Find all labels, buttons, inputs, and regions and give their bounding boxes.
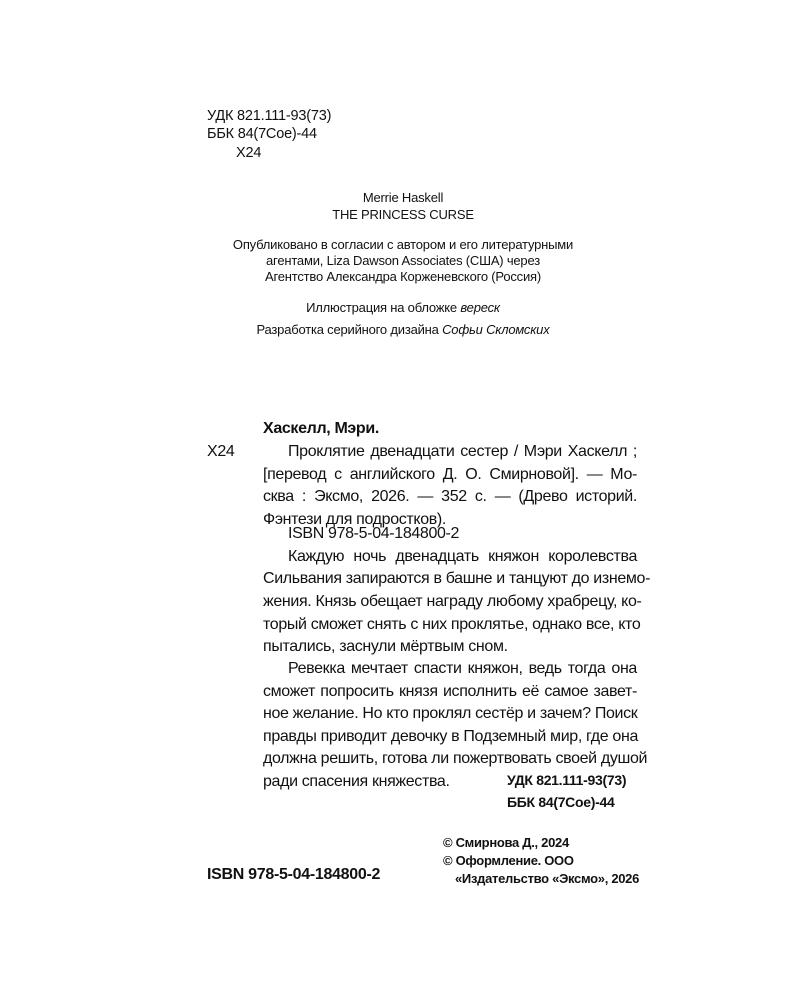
footer-bbk: ББК 84(7Сое)-44 [507, 794, 615, 810]
description-line: Проклятие двенадцати сестер / Мэри Хаскелл ; [288, 443, 637, 460]
annotation-line: Ревекка мечтает спасти княжон, ведь тогда она [288, 660, 637, 677]
copyright-line: © Смирнова Д., 2024 [443, 835, 569, 850]
credit-label: Иллюстрация на обложке [306, 300, 457, 315]
original-title: THE PRINCESS CURSE [332, 207, 474, 222]
footer-udk: УДК 821.111-93(73) [507, 772, 627, 788]
bbk-code: ББК 84(7Сое)-44 [207, 126, 317, 142]
rights-line: Опубликовано в согласии с автором и его литературными [232, 237, 574, 252]
description-line: сква : Эксмо, 2026. — 352 с. — (Древо историй. [263, 488, 637, 505]
credit-name: вереск [460, 300, 500, 315]
illustration-credit [0, 300, 800, 315]
copyright-line: «Издательство «Эксмо», 2026 [455, 871, 640, 886]
annotation-line: Каждую ночь двенадцать княжон королевства [288, 548, 637, 565]
annotation-line: торый сможет снять с них проклятье, однако все, кто [263, 616, 641, 633]
footer-isbn: ISBN 978-5-04-184800-2 [207, 866, 381, 883]
annotation-line: должна решить, готова ли пожертвовать своей душой [263, 750, 648, 767]
annotation-line: Сильвания запираются в башне и танцуют до изнемо- [263, 570, 651, 587]
author-mark-bib: Х24 [207, 443, 235, 460]
original-author: Merrie Haskell [362, 190, 444, 205]
copyright-line: © Оформление. ООО [443, 853, 574, 868]
udk-code: УДК 821.111-93(73) [207, 108, 332, 124]
annotation-line: ное желание. Но кто проклял сестёр и зачем? Поиск [263, 705, 638, 722]
isbn-bib: ISBN 978-5-04-184800-2 [288, 525, 460, 542]
rights-line: Агентство Александра Корженевского (Россия) [265, 269, 541, 284]
annotation-line: жения. Князь обещает награду любому храбрецу, ко- [263, 593, 642, 610]
author-heading: Хаскелл, Мэри. [263, 420, 379, 437]
credit-label: Разработка серийного дизайна [256, 322, 439, 337]
description-line: [перевод с английского Д. О. Смирновой]. — Мо- [263, 466, 637, 483]
description-line: Фэнтези для подростков). [263, 511, 446, 528]
annotation-line: пытались, заснули мёртвым сном. [263, 638, 508, 655]
design-credit [0, 322, 800, 337]
credit-name: Софьи Скломских [442, 322, 550, 337]
annotation-line: правды приводит девочку в Подземный мир, где она [263, 728, 638, 745]
rights-line: агентами, Liza Dawson Associates (США) через [266, 253, 540, 268]
author-mark: Х24 [236, 145, 262, 161]
annotation-line: сможет попросить князя исполнить её самое завет- [263, 683, 637, 700]
annotation-line: ради спасения княжества. [263, 773, 450, 790]
